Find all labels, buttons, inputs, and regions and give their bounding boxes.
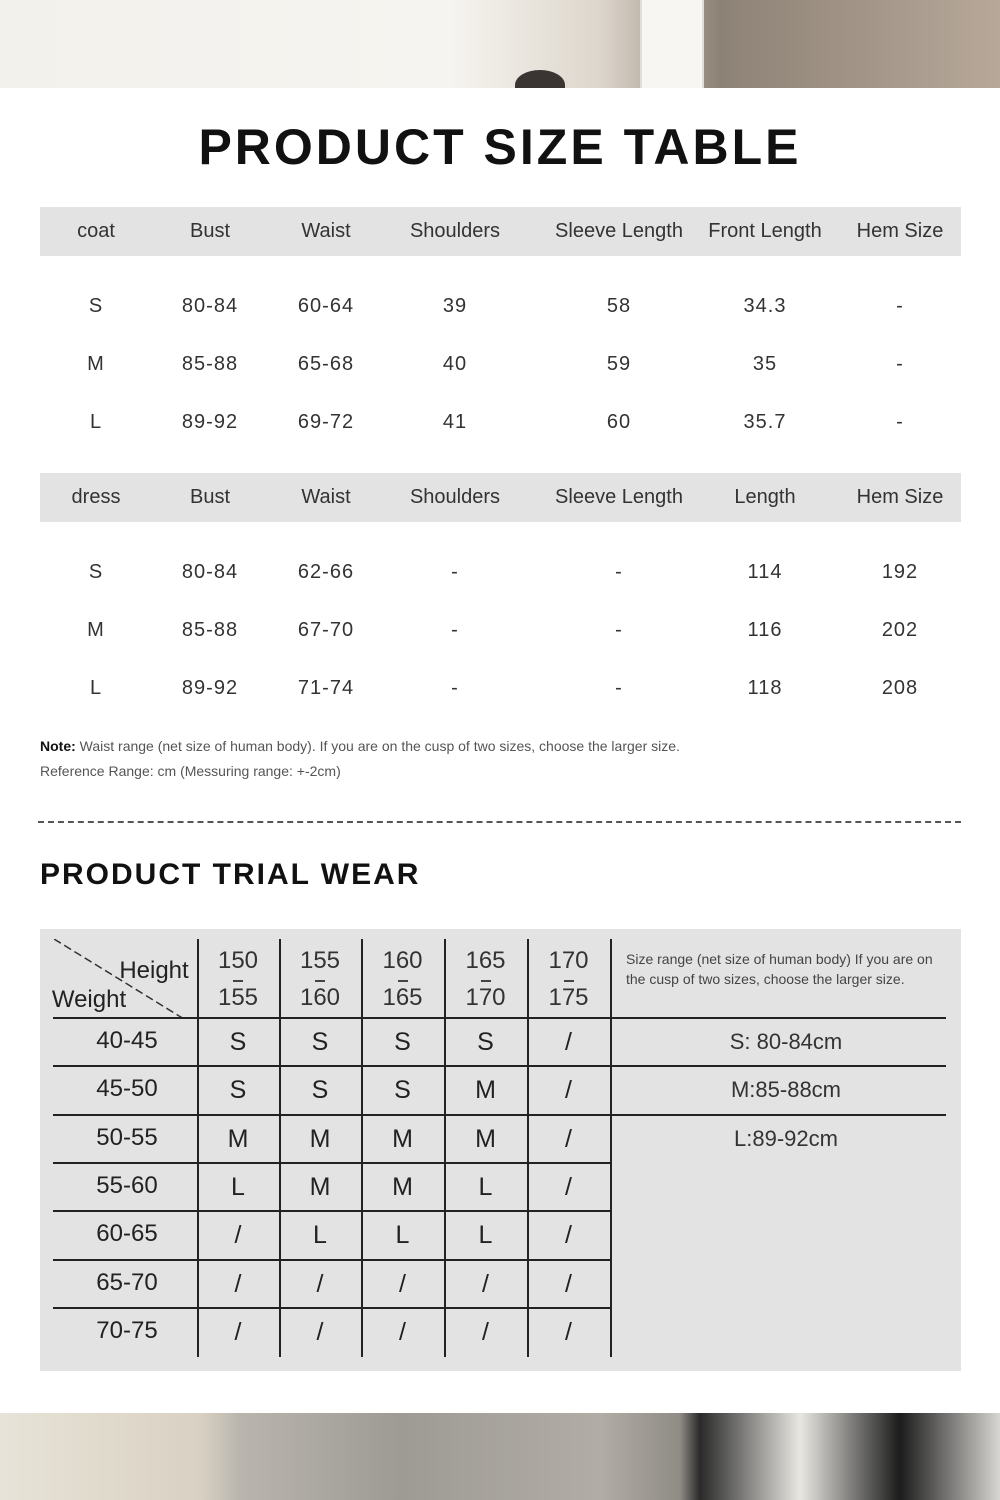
measurement-cell: 60: [606, 411, 632, 433]
size-label: M: [87, 619, 105, 641]
coat-size-table: [40, 207, 961, 451]
recommended-size-cell: M: [392, 1125, 413, 1153]
height-range-top: 170: [548, 947, 589, 974]
measurement-cell: -: [896, 353, 904, 375]
column-header: Hem Size: [856, 220, 944, 242]
grid-horizontal-line: [53, 1017, 946, 1019]
size-label: S: [88, 561, 104, 583]
measurement-cell: 80-84: [181, 561, 239, 583]
grid-horizontal-line: [53, 1162, 610, 1164]
recommended-size-cell: /: [565, 1221, 572, 1249]
table-row: [40, 601, 961, 659]
grid-horizontal-line: [53, 1210, 610, 1212]
measurement-cell: 85-88: [181, 619, 239, 641]
recommended-size-cell: M: [475, 1076, 496, 1104]
recommended-size-cell: /: [316, 1270, 324, 1298]
measurement-cell: 192: [881, 561, 919, 583]
grid-horizontal-line: [53, 1065, 946, 1067]
size-chart-card: [0, 88, 1000, 1413]
table-header: [40, 207, 961, 256]
height-range-top: 160: [382, 947, 423, 974]
page-title: PRODUCT SIZE TABLE: [198, 119, 802, 175]
measurement-cell: 59: [606, 353, 632, 375]
grid-horizontal-line: [53, 1259, 610, 1261]
recommended-size-cell: M: [309, 1173, 331, 1201]
recommended-size-cell: S: [229, 1028, 247, 1056]
column-header: coat: [77, 220, 115, 242]
grid-vertical-line: [197, 939, 199, 1357]
weight-range-label: 45-50: [96, 1075, 158, 1102]
weight-range-label: 70-75: [96, 1317, 158, 1344]
measurement-cell: 41: [442, 411, 468, 433]
height-range-top: 165: [465, 947, 506, 974]
measurement-cell: 89-92: [181, 677, 239, 699]
corner-weight-label: Weight: [51, 986, 127, 1013]
column-header: Sleeve Length: [555, 486, 683, 508]
measurement-cell: 35.7: [743, 411, 787, 433]
measurement-cell: 118: [747, 677, 783, 699]
height-range-bottom: 165: [382, 984, 423, 1011]
height-range-separator: [481, 980, 491, 982]
recommended-size-cell: /: [234, 1221, 242, 1249]
measurement-cell: 35: [752, 353, 778, 375]
recommended-size-cell: S: [394, 1076, 411, 1104]
table-row: [40, 277, 961, 335]
table-row: [40, 659, 961, 717]
recommended-size-cell: S: [311, 1076, 329, 1104]
header-spacer: [40, 522, 961, 543]
grid-horizontal-line: [53, 1307, 610, 1309]
table-row: [40, 543, 961, 601]
height-range-top: 155: [299, 947, 341, 974]
grid-horizontal-line: [53, 1114, 946, 1116]
recommended-size-cell: /: [234, 1270, 242, 1298]
measurement-cell: 85-88: [181, 353, 239, 375]
weight-range-label: 65-70: [96, 1269, 158, 1296]
measurement-cell: 39: [442, 295, 468, 317]
column-header: Waist: [301, 486, 351, 508]
column-header: dress: [71, 486, 121, 508]
recommended-size-cell: S: [229, 1076, 247, 1104]
recommended-size-cell: L: [395, 1221, 410, 1249]
measurement-cell: 40: [442, 353, 468, 375]
column-header: Shoulders: [409, 220, 501, 242]
door-frame: [640, 0, 704, 88]
size-range-text: L:89-92cm: [734, 1126, 838, 1151]
dashed-divider: [38, 821, 961, 823]
recommended-size-cell: /: [565, 1318, 572, 1346]
recommended-size-cell: L: [231, 1173, 245, 1201]
measurement-cell: -: [896, 411, 904, 433]
measurement-cell: -: [451, 619, 459, 641]
recommended-size-cell: /: [482, 1318, 489, 1346]
recommended-size-cell: /: [565, 1173, 572, 1201]
weight-range-label: 55-60: [96, 1172, 158, 1199]
size-range-text: S: 80-84cm: [729, 1029, 843, 1054]
measurement-cell: 34.3: [743, 295, 787, 317]
recommended-size-cell: /: [565, 1270, 572, 1298]
measurement-cell: -: [615, 677, 623, 699]
weight-range-label: 40-45: [96, 1027, 158, 1054]
recommended-size-cell: /: [565, 1076, 572, 1104]
column-header: Hem Size: [856, 486, 944, 508]
weight-range-label: 60-65: [96, 1220, 158, 1247]
column-header: Waist: [301, 220, 351, 242]
recommended-size-cell: /: [234, 1318, 242, 1346]
note-text: Waist range (net size of human body). If you are on the cusp of two sizes, choose the larger size.: [75, 738, 680, 754]
height-range-separator: [233, 980, 243, 982]
recommended-size-cell: L: [478, 1221, 493, 1249]
recommended-size-cell: S: [311, 1028, 329, 1056]
measurement-cell: 208: [881, 677, 919, 699]
column-header: Shoulders: [409, 486, 501, 508]
measurement-cell: -: [615, 561, 623, 583]
measurement-cell: 65-68: [297, 353, 355, 375]
recommended-size-cell: S: [477, 1028, 494, 1056]
weight-range-label: 50-55: [96, 1124, 158, 1151]
trial-wear-title: PRODUCT TRIAL WEAR: [40, 858, 421, 891]
corner-height-label: Height: [119, 957, 189, 984]
height-range-bottom: 175: [548, 984, 589, 1011]
size-label: S: [88, 295, 104, 317]
height-range-bottom: 160: [299, 984, 341, 1011]
grid-vertical-line: [279, 939, 281, 1357]
table-row: [40, 335, 961, 393]
grid-vertical-line: [444, 939, 446, 1357]
height-range-bottom: 155: [217, 984, 259, 1011]
table-header: [40, 473, 961, 522]
recommended-size-cell: M: [392, 1173, 413, 1201]
note-label: Note:: [40, 738, 76, 754]
measurement-cell: 80-84: [181, 295, 239, 317]
measurement-cell: 67-70: [297, 619, 355, 641]
trial-wear-table: [40, 929, 961, 1371]
height-range-separator: [564, 980, 574, 982]
height-range-bottom: 170: [465, 984, 506, 1011]
height-range-separator: [315, 980, 325, 982]
column-header: Front Length: [708, 220, 822, 242]
measurement-cell: 58: [606, 295, 632, 317]
recommended-size-cell: M: [475, 1125, 496, 1153]
trial-info-text: Size range (net size of human body) If you are on the cusp of two sizes, choose the larger size.: [626, 951, 933, 987]
size-note: [40, 738, 680, 754]
height-range-top: 150: [217, 947, 259, 974]
height-range-separator: [398, 980, 408, 982]
size-label: L: [89, 411, 103, 433]
size-label: M: [87, 353, 105, 375]
measurement-cell: 116: [747, 619, 783, 641]
grid-vertical-line: [527, 939, 529, 1357]
dress-size-table: [40, 473, 961, 717]
grid-vertical-line: [610, 939, 612, 1357]
recommended-size-cell: /: [399, 1318, 406, 1346]
recommended-size-cell: /: [565, 1125, 572, 1153]
column-header: Bust: [189, 220, 231, 242]
recommended-size-cell: L: [313, 1221, 327, 1249]
measurement-cell: -: [451, 561, 459, 583]
measurement-cell: 202: [881, 619, 919, 641]
column-header: Bust: [189, 486, 231, 508]
recommended-size-cell: /: [482, 1270, 489, 1298]
recommended-size-cell: S: [394, 1028, 411, 1056]
column-header: Sleeve Length: [555, 220, 683, 242]
recommended-size-cell: M: [227, 1125, 249, 1153]
background-photo-bottom: [0, 1413, 1000, 1500]
measurement-cell: 89-92: [181, 411, 239, 433]
size-range-text: M:85-88cm: [730, 1077, 842, 1102]
table-row: [40, 393, 961, 451]
measurement-cell: -: [896, 295, 904, 317]
recommended-size-cell: L: [478, 1173, 493, 1201]
recommended-size-cell: /: [565, 1028, 572, 1056]
measurement-cell: 62-66: [297, 561, 355, 583]
background-photo-top: [0, 0, 1000, 88]
column-header: Length: [734, 486, 796, 508]
reference-range-note: Reference Range: cm (Messuring range: +-2cm): [40, 763, 341, 779]
measurement-cell: -: [451, 677, 459, 699]
measurement-cell: 71-74: [297, 677, 355, 699]
measurement-cell: 69-72: [297, 411, 355, 433]
recommended-size-cell: /: [316, 1318, 324, 1346]
measurement-cell: 60-64: [297, 295, 355, 317]
measurement-cell: 114: [747, 561, 783, 583]
header-spacer: [40, 256, 961, 277]
measurement-cell: -: [615, 619, 623, 641]
grid-vertical-line: [361, 939, 363, 1357]
recommended-size-cell: M: [309, 1125, 331, 1153]
size-label: L: [89, 677, 103, 699]
recommended-size-cell: /: [399, 1270, 406, 1298]
